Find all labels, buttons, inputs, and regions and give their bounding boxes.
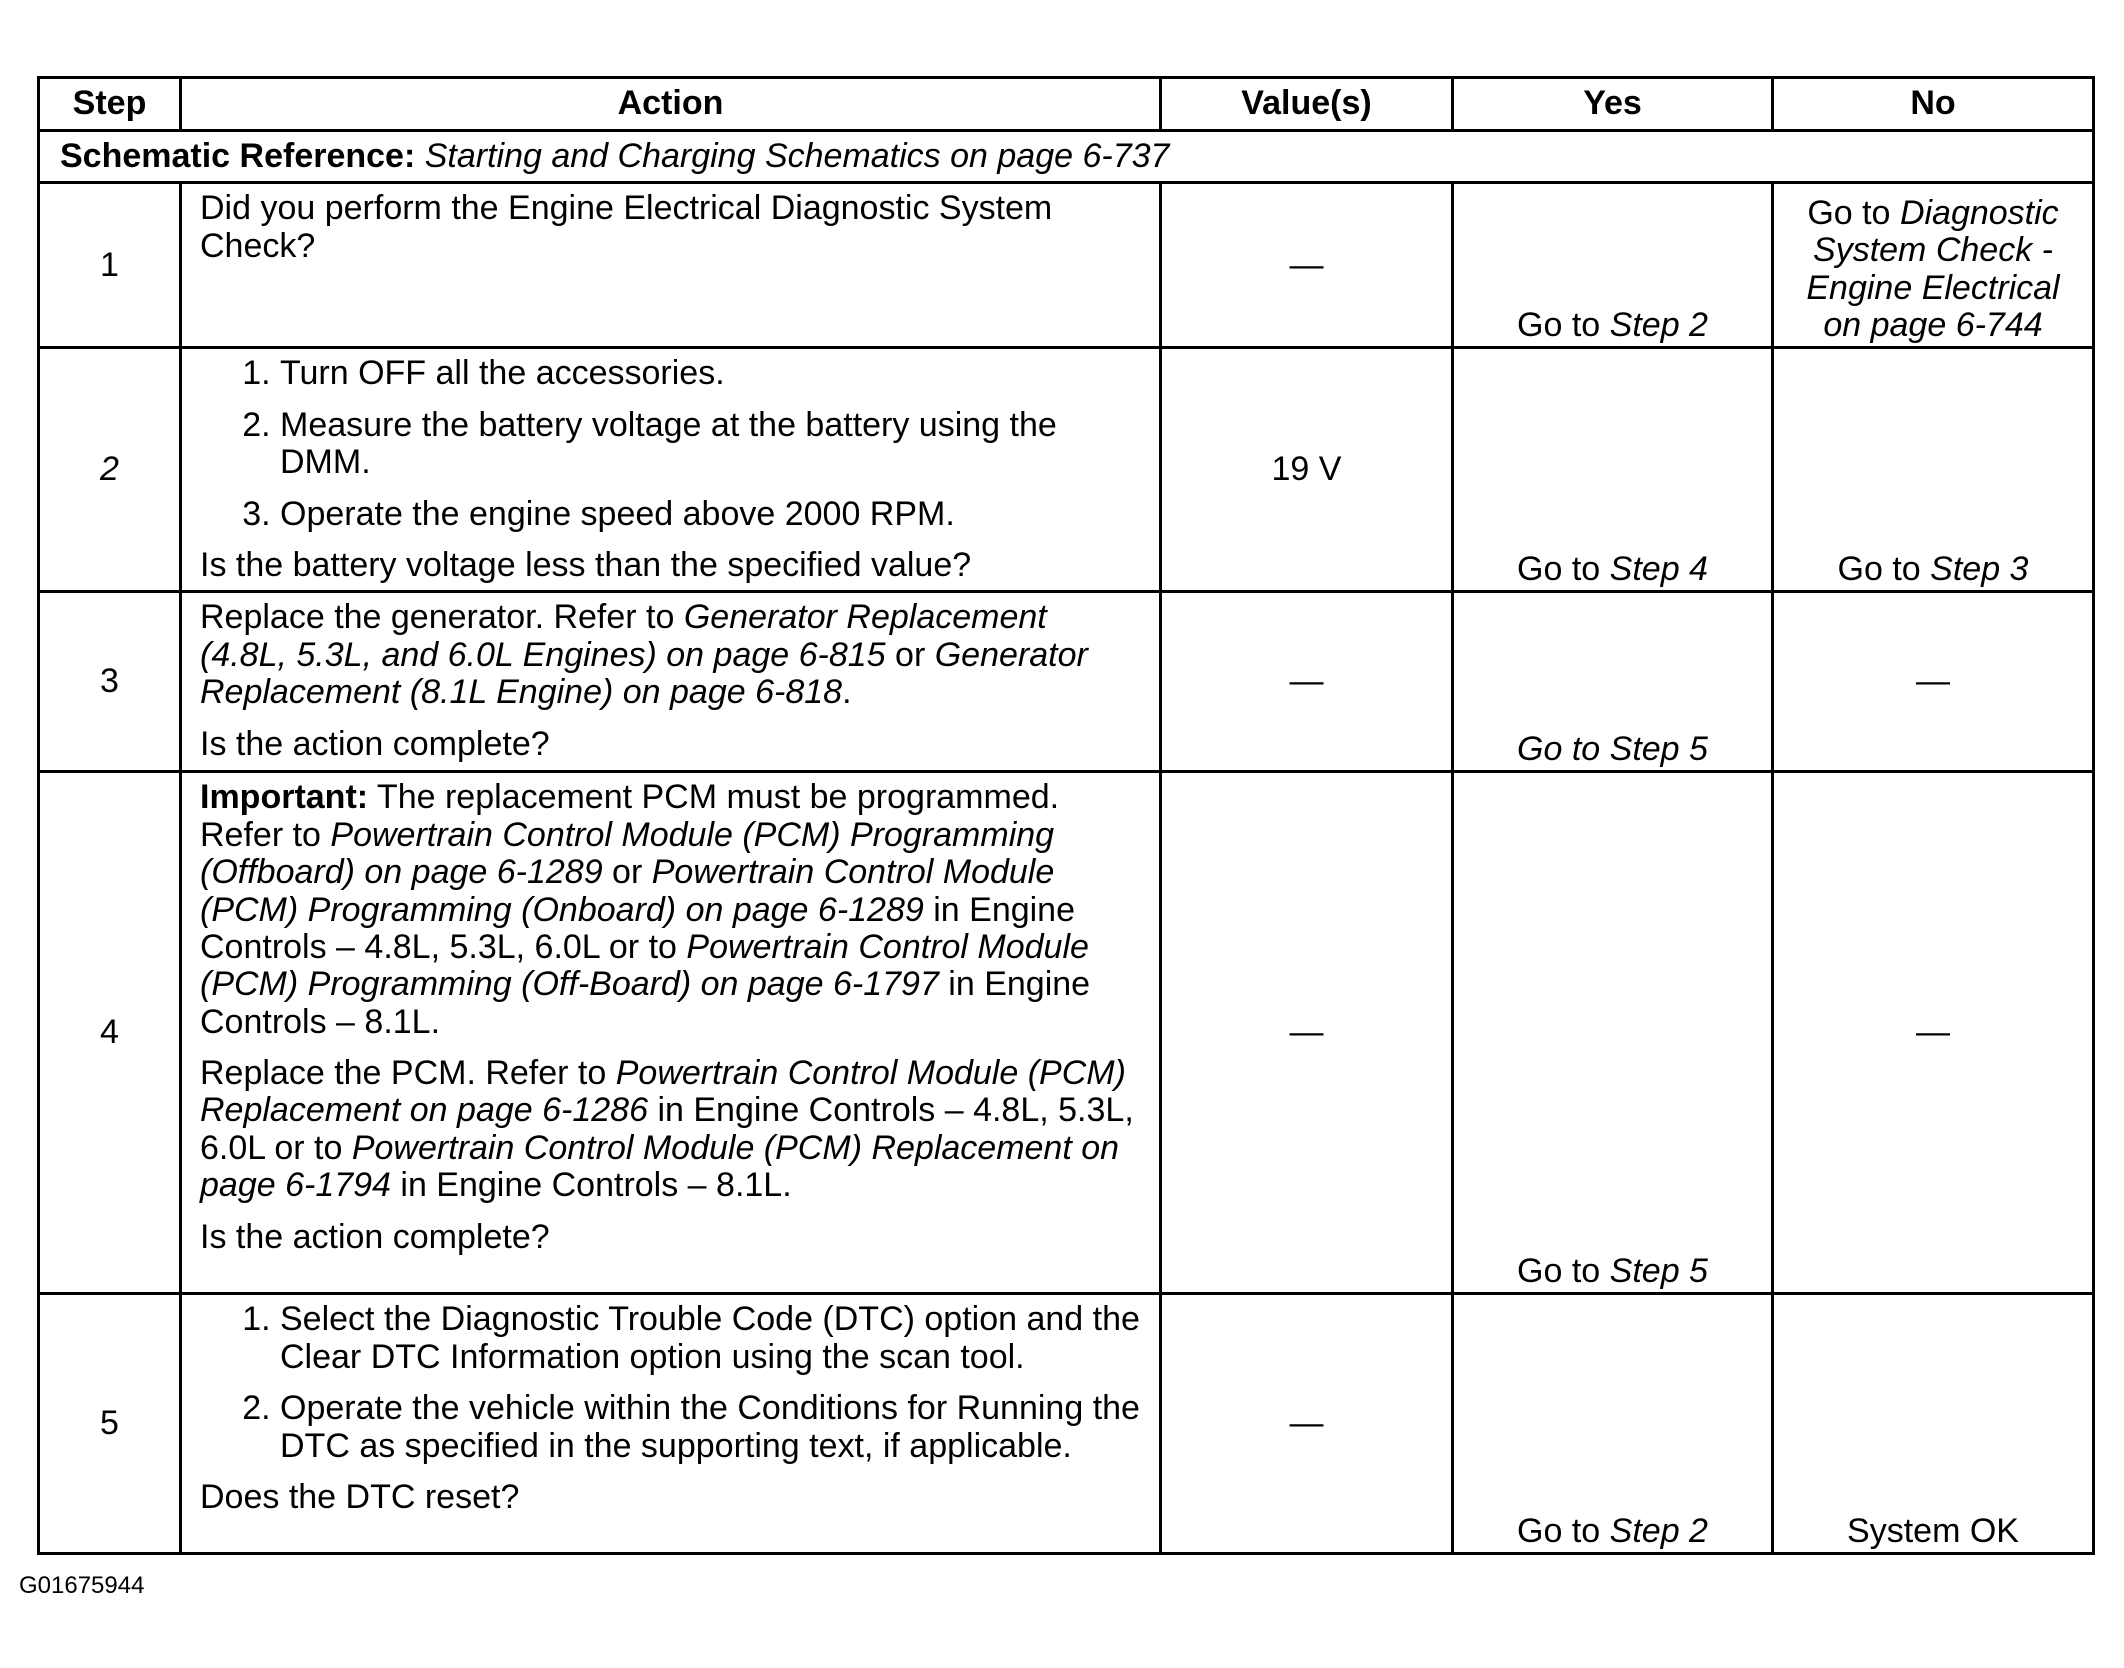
header-yes: Yes [1453,78,1773,131]
schematic-link: Starting and Charging Schematics on page 6-737 [424,137,1170,175]
header-action: Action [181,78,1161,131]
step-number: 3 [39,592,181,772]
no-prefix: Go to [1837,549,1921,588]
value-cell: — [1161,1294,1453,1554]
yes-cell [1453,592,1773,772]
pcm-programming-onboard-ref: Powertrain Control Module (PCM) Programming (Onboard) on page 6-1289 [200,853,1055,929]
no-cell: System OK [1773,1294,2094,1554]
action-question: Is the battery voltage less than the specified value? [200,545,972,584]
no-cell [1773,183,2094,348]
no-cell: — [1773,592,2094,772]
action-text: in Engine Controls – 8.1L. [390,1166,792,1205]
no-reference: Diagnostic System Check - Engine Electrical on page 6-744 [1806,193,2060,344]
table-row [39,1294,2094,1554]
schematic-label: Schematic Reference: [60,137,416,175]
value-cell: — [1161,592,1453,772]
table-row [39,772,2094,1294]
action-text: in Engine Controls – 8.1L. [200,965,1091,1041]
list-item: 3. Operate the engine speed above 2000 RPM. [280,496,1141,533]
action-cell [181,772,1161,1294]
value-cell: — [1161,772,1453,1294]
action-text: The replacement PCM must be programmed. Refer to [200,778,1060,854]
action-cell [181,1294,1161,1554]
table-row [39,183,2094,348]
action-text: or [895,635,926,674]
step-number: 5 [39,1294,181,1554]
pcm-programming-offboard-ref: Powertrain Control Module (PCM) Programming (Offboard) on page 6-1289 [200,815,1055,892]
header-values: Value(s) [1161,78,1453,131]
action-question: Does the DTC reset? [200,1477,520,1516]
action-steps-list [200,1301,1141,1465]
list-item: 1. Select the Diagnostic Trouble Code (DTC) option and the Clear DTC Information option using the scan tool. [280,1301,1141,1376]
step-number-text: 2 [100,450,119,489]
no-step-ref: Step 3 [1930,549,2029,588]
header-step: Step [39,78,181,131]
pcm-replacement-ref-2: Powertrain Control Module (PCM) Replacement on page 6-1794 [200,1128,1120,1205]
yes-cell [1453,772,1773,1294]
yes-step-ref: Step 5 [1609,1251,1708,1290]
table-row [39,592,2094,772]
no-cell [1773,348,2094,592]
yes-step-ref: Step 4 [1609,549,1708,588]
action-steps-list [200,355,1141,533]
yes-step-ref: Step 2 [1609,1511,1708,1550]
header-row [39,78,2094,131]
action-text: Did you perform the Engine Electrical Diagnostic System Check? [200,189,1053,265]
schematic-reference-row [39,131,2094,183]
action-text: or [602,853,652,892]
yes-cell [1453,348,1773,592]
yes-step-ref: Go to Step 5 [1517,729,1708,768]
list-item: 2. Operate the vehicle within the Conditions for Running the DTC as specified in the supporting text, if applicable. [280,1390,1141,1465]
yes-cell [1453,1294,1773,1554]
action-text: . [842,673,852,712]
action-text: in Engine Controls – 4.8L, 5.3L, 6.0L or to [200,1091,1134,1167]
value-cell: 19 V [1161,348,1453,592]
yes-prefix: Go to [1517,549,1601,588]
action-cell [181,592,1161,772]
generator-replacement-ref-1: Generator Replacement (4.8L, 5.3L, and 6.0L Engines) on page 6-815 [200,598,1047,674]
important-paragraph [200,779,1141,1041]
action-cell [181,183,1161,348]
no-prefix: Go to [1807,193,1891,232]
pcm-replacement-ref-1: Powertrain Control Module (PCM) Replacement on page 6-1286 [200,1054,1126,1130]
action-text: Replace the generator. Refer to [200,598,675,637]
header-no: No [1773,78,2094,131]
figure-id: G01675944 [19,1572,145,1599]
action-cell [181,348,1161,592]
no-cell: — [1773,772,2094,1294]
list-item: 2. Measure the battery voltage at the battery using the DMM. [280,407,1141,482]
action-paragraph [200,599,1141,711]
yes-step-ref: Step 2 [1609,306,1708,344]
step-number: 1 [39,183,181,348]
action-question: Is the action complete? [200,1217,550,1256]
important-label: Important: [200,778,369,817]
yes-prefix: Go to [1517,1251,1601,1290]
action-question: Is the action complete? [200,724,550,763]
diagnostic-table [37,76,2095,1555]
action-text: in Engine Controls – 4.8L, 5.3L, 6.0L or to [200,890,1076,966]
value-cell: — [1161,183,1453,348]
yes-prefix: Go to [1517,306,1601,344]
table-row [39,348,2094,592]
pcm-programming-off-board-ref: Powertrain Control Module (PCM) Programming (Off-Board) on page 6-1797 [200,927,1089,1004]
step-number [39,348,181,592]
action-text: Replace the PCM. Refer to [200,1054,616,1093]
generator-replacement-ref-2: Generator Replacement (8.1L Engine) on page 6-818 [200,635,1088,712]
list-item: 1. Turn OFF all the accessories. [280,355,1141,392]
schematic-reference [39,131,2094,183]
yes-cell [1453,183,1773,348]
yes-prefix: Go to [1517,1511,1601,1550]
replace-paragraph [200,1055,1141,1205]
step-number: 4 [39,772,181,1294]
